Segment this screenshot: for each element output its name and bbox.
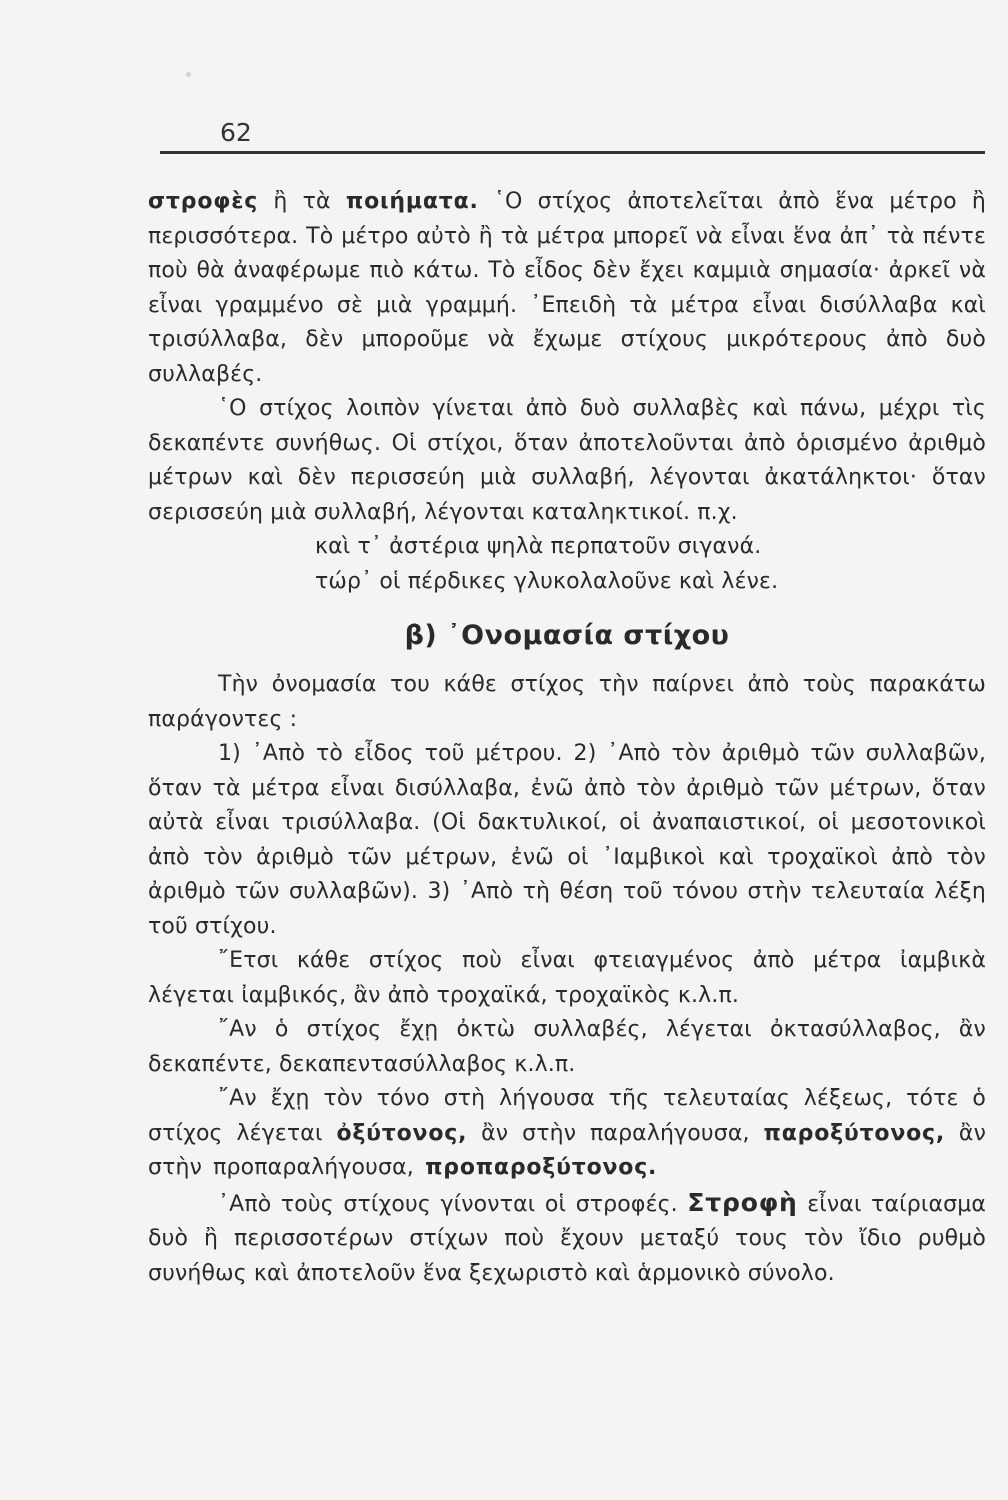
text-run: ἢ τὰ <box>258 189 346 214</box>
verse-example-line: καὶ τ᾽ ἀστέρια ψηλὰ περπατοῦν σιγανά. <box>315 534 762 559</box>
bold-term: προπαροξύτονος. <box>425 1155 658 1180</box>
bold-term: παροξύτονος, <box>763 1120 946 1146</box>
text-run: ἂν στὴν προπαραλήγουσα, <box>148 1120 987 1180</box>
bold-term: ποιήματα. <box>345 189 479 214</box>
paragraph-accent <box>148 1082 986 1186</box>
paragraph-naming-factors: 1) ᾽Απὸ τὸ εἶδος τοῦ μέτρου. 2) ᾽Απὸ τὸν ἀριθμὸ τῶν συλλαβῶν, ὅταν τὰ μέτρα εἶναι δισύλλαβα, ἐνῶ ἀπὸ τὸν ἀριθμὸ τῶν μέτρων, ὅταν αὐτὰ εἶναι τρισύλλαβα. (Οἱ δακτυλικοί, οἱ ἀναπαιστικοί, οἱ μεσοτονικοὶ ἀπὸ τὸν ἀριθμὸ τῶν μέτρων, ἐνῶ οἱ ᾽Ιαμβικοὶ καὶ τροχαϊκοὶ ἀπὸ τὸν ἀριθμὸ τῶν συλλαβῶν). 3) ᾽Απὸ τὴ θέση τοῦ τόνου στὴν τελευταία λέξη τοῦ στίχου. <box>148 741 986 939</box>
text-run: εἶναι ταίριασμα δυὸ ἢ περισσοτέρων στίχων ποὺ ἔχουν μεταξύ τους τὸν ἴδιο ρυθμὸ συνήθως καὶ ἀποτελοῦν ἕνα ξεχωριστὸ καὶ ἁρμονικὸ σύνολο. <box>148 1191 986 1286</box>
paragraph-iambic: ῎Ετσι κάθε στίχος ποὺ εἶναι φτειαγμένος ἀπὸ μέτρα ἰαμβικὰ λέγεται ἰαμβικός, ἂν ἀπὸ τροχαϊκά, τροχαϊκὸς κ.λ.π. <box>148 948 986 1008</box>
header-rule <box>160 151 985 154</box>
text-run: ᾽Απὸ τοὺς στίχους γίνονται οἱ στροφές. <box>218 1191 688 1217</box>
paragraph-stanza <box>148 1186 986 1292</box>
paper-speck <box>186 72 191 77</box>
bold-term: Στροφὴ <box>687 1187 798 1217</box>
page-body <box>148 185 986 1291</box>
paragraph-verse-definition <box>148 185 986 392</box>
page-number: 62 <box>220 118 252 147</box>
section-heading: β) ᾽Ονομασία στίχου <box>404 620 730 651</box>
text-run: ἂν στὴν παραλήγουσα, <box>467 1120 764 1146</box>
bold-term: ὀξύτονος, <box>336 1120 468 1146</box>
paragraph-octosyllable: ῎Αν ὁ στίχος ἔχῃ ὀκτὼ συλλαβές, λέγεται ὀκτασύλλαβος, ἂν δεκαπέντε, δεκαπεντασύλλαβος κ.λ.π. <box>148 1017 986 1077</box>
verse-example-line: τώρ᾽ οἱ πέρδικες γλυκολαλοῦνε καὶ λένε. <box>315 568 779 594</box>
paragraph-syllables: ῾Ο στίχος λοιπὸν γίνεται ἀπὸ δυὸ συλλαβὲς καὶ πάνω, μέχρι τὶς δεκαπέντε συνήθως. Οἱ στίχοι, ὅταν ἀποτελοῦνται ἀπὸ ὁρισμένο ἀριθμὸ μέτρων καὶ δὲν περισσεύη μιὰ συλλαβή, λέγονται ἀκατάληκτοι· ὅταν σερισσεύη μιὰ συλλαβή, λέγονται καταληκτικοί. π.χ. <box>148 396 986 525</box>
text-run: ῾Ο στίχος ἀποτελεῖται ἀπὸ ἕνα μέτρο ἢ περισσότερα. Τὸ μέτρο αὐτὸ ἢ τὰ μέτρα μπορεῖ νὰ εἶναι ἕνα ἀπ᾽ τὰ πέντε ποὺ θὰ ἀναφέρωμε πιὸ κάτω. Τὸ εἶδος δὲν ἔχει καμμιὰ σημασία· ἀρκεῖ νὰ εἶναι γραμμένο σὲ μιὰ γραμμή. ᾽Επειδὴ τὰ μέτρα εἶναι δισύλλαβα καὶ τρισύλλαβα, δὲν μποροῦμε νὰ ἔχωμε στίχους μικρότερους ἀπὸ δυὸ συλλαβές. <box>148 189 986 387</box>
bold-term: στροφὲς <box>148 189 259 214</box>
paragraph-naming-intro: Τὴν ὀνομασία του κάθε στίχος τὴν παίρνει ἀπὸ τοὺς παρακάτω παράγοντες : <box>148 672 986 732</box>
text-run: ῎Αν ἔχῃ τὸν τόνο στὴ λήγουσα τῆς τελευταίας λέξεως, τότε ὁ στίχος λέγεται <box>148 1086 986 1146</box>
